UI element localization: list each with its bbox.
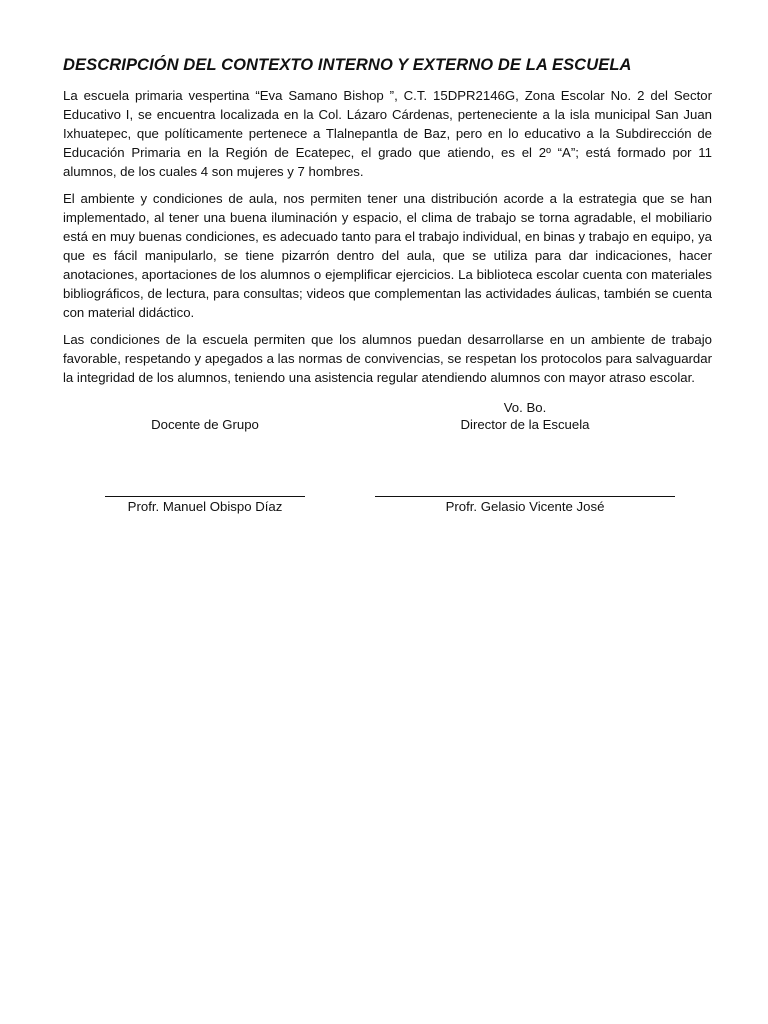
document-title: DESCRIPCIÓN DEL CONTEXTO INTERNO Y EXTERNO DE LA ESCUELA bbox=[63, 56, 632, 74]
paragraph-classroom-conditions: El ambiente y condiciones de aula, nos permiten tener una distribución acorde a la estrategia que se han implementado, al tener una buena iluminación y espacio, el clima de trabajo se torna agradable, el mobiliario está en muy buenas condiciones, es adecuado tanto para el trabajo individual, en binas y trabajo en equipo, ya que es fácil manipularlo, se tiene pizarrón dentro del aula, que se utiliza para dar indicaciones, hacer anotaciones, aportaciones de los alumnos o ejemplificar ejercicios. La biblioteca escolar cuenta con materiales bibliográficos, de lectura, para consultas; videos que complementan las actividades áulicas, también se cuenta con material didáctico. bbox=[63, 191, 712, 320]
paragraph-school-conditions: Las condiciones de la escuela permiten que los alumnos puedan desarrollarse en un ambiente de trabajo favorable, respetando y apegados a las normas de convivencias, se respetan los protocolos para salvaguardar la integridad de los alumnos, teniendo una asistencia regular atendiendo alumnos con mayor atraso escolar. bbox=[63, 332, 712, 385]
paragraph-school-location: La escuela primaria vespertina “Eva Samano Bishop ”, C.T. 15DPR2146G, Zona Escolar No. 2 del Sector Educativo I, se encuentra localizada en la Col. Lázaro Cárdenas, perteneciente a la isla municipal San Juan Ixhuatepec, que políticamente pertenece a Tlalnepantla de Baz, pero en lo educativo a la Subdirección de Educación Primaria en la Región de Ecatepec, el grado que atiendo, es el 2º “A”; está formado por 11 alumnos, de los cuales 4 son mujeres y 7 hombres. bbox=[63, 88, 712, 179]
director-signature-line bbox=[375, 496, 675, 497]
director-name: Profr. Gelasio Vicente José bbox=[445, 499, 605, 514]
teacher-name: Profr. Manuel Obispo Díaz bbox=[127, 499, 283, 514]
document-body bbox=[63, 54, 712, 395]
director-role-label: Director de la Escuela bbox=[460, 417, 590, 432]
teacher-role-label: Docente de Grupo bbox=[151, 417, 259, 432]
teacher-signature-line bbox=[105, 496, 305, 497]
approval-label: Vo. Bo. bbox=[503, 400, 547, 415]
